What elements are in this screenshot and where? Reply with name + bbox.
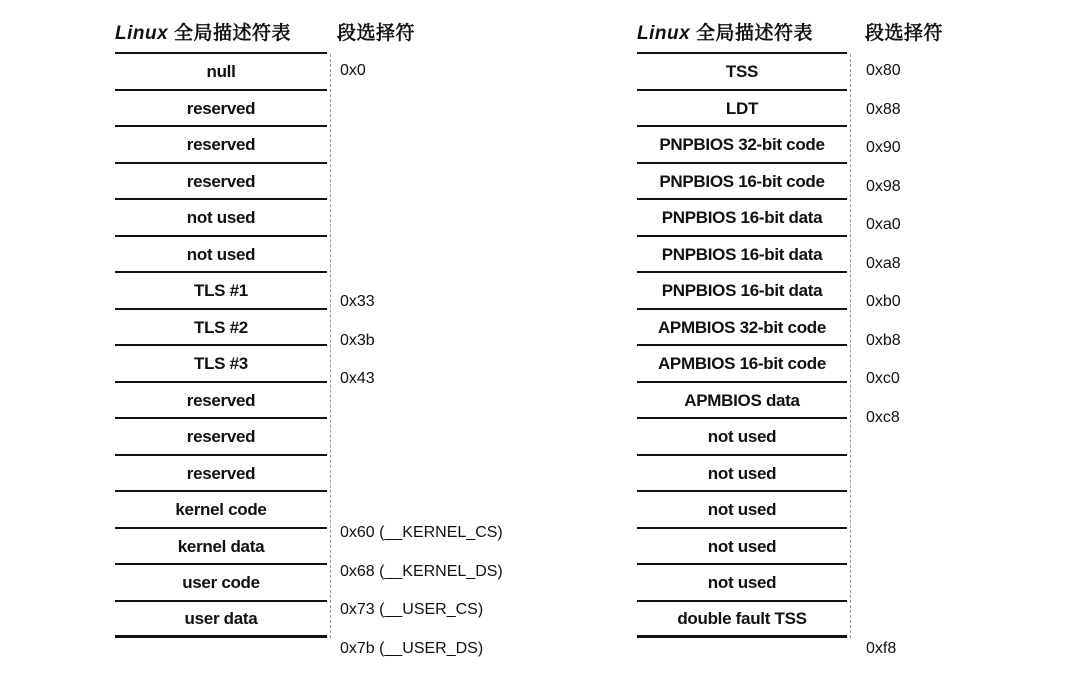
selector-value: 0x98 — [866, 177, 901, 195]
descriptor-cell: APMBIOS 32-bit code — [637, 310, 847, 347]
descriptor-cell: PNPBIOS 16-bit code — [637, 164, 847, 201]
selector-value: 0xa8 — [866, 254, 901, 272]
selector-value: 0x80 — [866, 62, 901, 79]
selector-value: 0x33 — [340, 293, 375, 310]
descriptor-cell: PNPBIOS 16-bit data — [637, 273, 847, 310]
descriptor-cell: not used — [637, 456, 847, 493]
descriptor-cell: PNPBIOS 16-bit data — [637, 200, 847, 237]
descriptor-cell: user code — [115, 565, 327, 602]
table-title — [115, 18, 291, 45]
selector-value: 0x90 — [866, 139, 901, 156]
selector-value: 0xf8 — [866, 639, 897, 657]
descriptor-cell: double fault TSS — [637, 602, 847, 639]
selector-value: 0x60 (__KERNEL_CS) — [340, 524, 503, 541]
selector-value: 0xc8 — [866, 408, 900, 426]
descriptor-cell: null — [115, 54, 327, 91]
descriptor-cell: reserved — [115, 419, 327, 456]
descriptor-cell: TSS — [637, 54, 847, 91]
selector-value: 0x43 — [340, 370, 375, 387]
descriptor-cell: not used — [637, 419, 847, 456]
selector-value: 0xb8 — [866, 331, 901, 349]
title-linux: Linux — [637, 23, 691, 44]
title-text: 全局描述符表 — [173, 23, 291, 44]
descriptor-cell: reserved — [115, 456, 327, 493]
descriptor-cell: user data — [115, 602, 327, 639]
descriptor-cell: TLS #3 — [115, 346, 327, 383]
descriptor-cell: APMBIOS data — [637, 383, 847, 420]
descriptor-cell: not used — [637, 529, 847, 566]
descriptor-cell: reserved — [115, 164, 327, 201]
descriptor-cell: not used — [115, 200, 327, 237]
descriptor-cell: TLS #2 — [115, 310, 327, 347]
selector-value: 0xc0 — [866, 370, 900, 387]
selector-value: 0x7b (__USER_DS) — [340, 639, 484, 657]
descriptor-cells — [115, 52, 327, 638]
selector-header: 段选择符 — [865, 23, 944, 44]
descriptor-cells — [637, 52, 847, 638]
descriptor-cell: PNPBIOS 32-bit code — [637, 127, 847, 164]
descriptor-cell: reserved — [115, 127, 327, 164]
descriptor-cell: reserved — [115, 383, 327, 420]
table-title — [637, 18, 813, 45]
descriptor-cell: reserved — [115, 91, 327, 128]
descriptor-cell: PNPBIOS 16-bit data — [637, 237, 847, 274]
selector-value: 0xa0 — [866, 216, 901, 233]
descriptor-cell: not used — [637, 565, 847, 602]
descriptor-cell: TLS #1 — [115, 273, 327, 310]
selector-value: 0x73 (__USER_CS) — [340, 601, 484, 618]
title-linux: Linux — [115, 23, 169, 44]
descriptor-cell: not used — [637, 492, 847, 529]
descriptor-cell: kernel data — [115, 529, 327, 566]
descriptor-cell: not used — [115, 237, 327, 274]
descriptor-cell: APMBIOS 16-bit code — [637, 346, 847, 383]
descriptor-cell: LDT — [637, 91, 847, 128]
selector-value: 0xb0 — [866, 293, 901, 310]
descriptor-cell: kernel code — [115, 492, 327, 529]
selector-header: 段选择符 — [337, 23, 416, 44]
selector-value: 0x3b — [340, 331, 375, 349]
title-text: 全局描述符表 — [695, 23, 813, 44]
selector-value: 0x88 — [866, 100, 901, 118]
selector-value: 0x0 — [340, 62, 366, 79]
selector-value: 0x68 (__KERNEL_DS) — [340, 562, 503, 580]
